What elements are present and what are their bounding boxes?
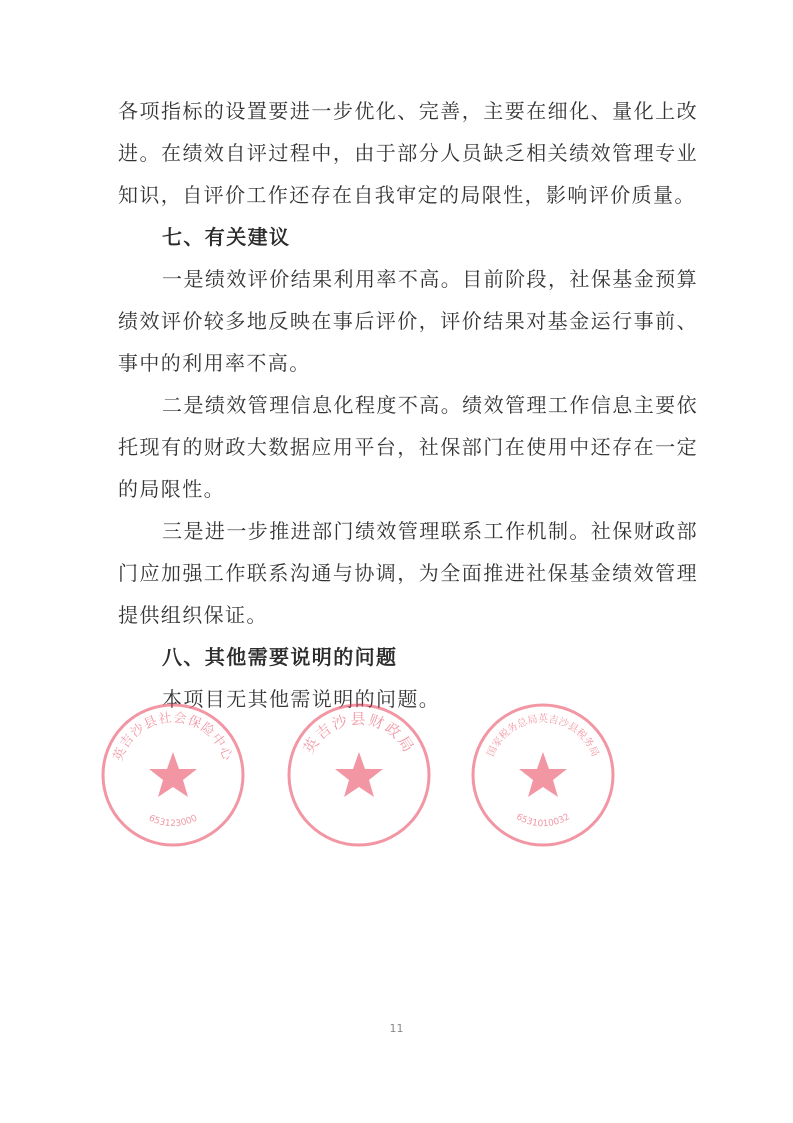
official-seal-finance-bureau xyxy=(284,700,434,850)
seal-3-code: 6531010032 xyxy=(514,812,572,830)
official-seal-tax-bureau xyxy=(468,700,618,850)
seal-3-text: 国家税务总局英吉沙县税务局 xyxy=(485,714,601,759)
seal-1-star-icon xyxy=(149,752,197,797)
paragraph-evaluation-issues: 各项指标的设置要进一步优化、完善，主要在细化、量化上改进。在绩效自评过程中，由于部分人员缺乏相关绩效管理专业知识，自评价工作还存在自我审定的局限性，影响评价质量。 xyxy=(118,99,698,207)
seal-2-text: 英吉沙县财政局 xyxy=(299,710,419,757)
paragraph-no-other-issues: 本项目无其他需说明的问题。 xyxy=(162,687,441,711)
svg-text:6531010032 xyxy=(514,812,571,829)
seal-2-graphic xyxy=(284,700,434,850)
page-number: 11 xyxy=(389,1022,404,1035)
section-heading-8: 八、其他需要说明的问题 xyxy=(162,645,398,669)
paragraph-suggestion-2: 二是绩效管理信息化程度不高。绩效管理工作信息主要依托现有的财政大数据应用平台，社保部门在使用中还存在一定的局限性。 xyxy=(118,393,698,501)
seal-3-star-icon xyxy=(519,752,567,797)
section-heading-7: 七、有关建议 xyxy=(162,225,291,249)
seal-1-text: 英吉沙县社会保险中心 xyxy=(110,710,236,764)
paragraph-suggestion-1: 一是绩效评价结果利用率不高。目前阶段，社保基金预算绩效评价较多地反映在事后评价，评价结果对基金运行事前、事中的利用率不高。 xyxy=(118,267,698,375)
seal-1-code: 653123000 xyxy=(146,813,200,830)
seal-2-star-icon xyxy=(335,752,383,797)
svg-text:653123000 xyxy=(147,813,199,829)
seal-3-graphic xyxy=(468,700,618,850)
seal-1-graphic xyxy=(98,700,248,850)
paragraph-suggestion-3: 三是进一步推进部门绩效管理联系工作机制。社保财政部门应加强工作联系沟通与协调，为全面推进社保基金绩效管理提供组织保证。 xyxy=(118,519,698,627)
official-seal-social-insurance xyxy=(98,700,248,850)
